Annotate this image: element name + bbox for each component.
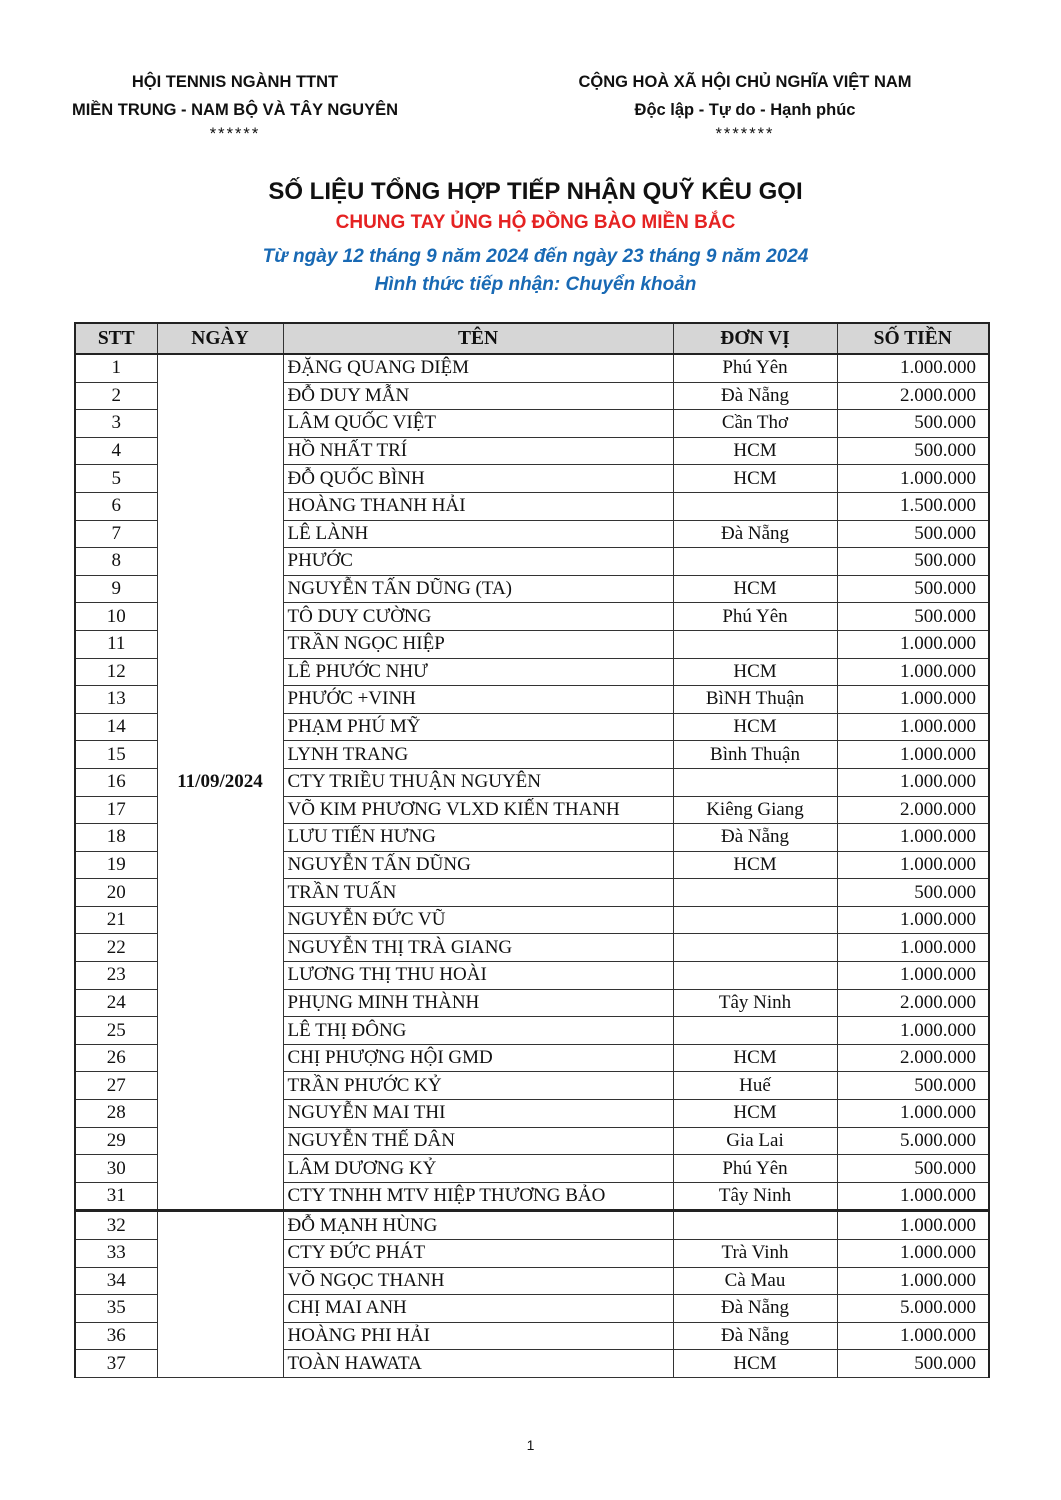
national-motto-header (530, 68, 960, 144)
row-stt: 5 (75, 465, 157, 493)
row-unit: Đà Nẵng (673, 520, 837, 548)
row-amount: 1.000.000 (837, 1267, 989, 1295)
row-name: VÕ KIM PHƯƠNG VLXD KIẾN THANH (283, 796, 673, 824)
row-name: TRẦN NGỌC HIỆP (283, 630, 673, 658)
row-unit: Trà Vinh (673, 1240, 837, 1268)
row-stt: 4 (75, 437, 157, 465)
row-stt: 2 (75, 382, 157, 410)
row-amount: 2.000.000 (837, 796, 989, 824)
row-amount: 5.000.000 (837, 1295, 989, 1323)
row-unit: HCM (673, 1044, 837, 1072)
row-unit: Cà Mau (673, 1267, 837, 1295)
row-amount: 500.000 (837, 437, 989, 465)
row-stt: 11 (75, 630, 157, 658)
header-stt: STT (75, 323, 157, 354)
row-stt: 29 (75, 1127, 157, 1155)
row-stt: 28 (75, 1100, 157, 1128)
row-unit: Phú Yên (673, 354, 837, 382)
row-stt: 15 (75, 741, 157, 769)
row-amount: 2.000.000 (837, 382, 989, 410)
row-stt: 30 (75, 1155, 157, 1183)
row-amount: 500.000 (837, 1350, 989, 1378)
header-name: TÊN (283, 323, 673, 354)
row-name: HOÀNG PHI HẢI (283, 1322, 673, 1350)
row-name: PHƯỚC +VINH (283, 686, 673, 714)
table-header-row (75, 323, 989, 354)
row-amount: 1.000.000 (837, 962, 989, 990)
row-name: PHỤNG MINH THÀNH (283, 989, 673, 1017)
row-stt: 35 (75, 1295, 157, 1323)
row-name: NGUYỄN TẤN DŨNG (283, 851, 673, 879)
row-name: TRẦN TUẤN (283, 879, 673, 907)
row-amount: 1.000.000 (837, 658, 989, 686)
donation-table (74, 322, 990, 1378)
row-amount: 1.000.000 (837, 1017, 989, 1045)
org-name-line1: HỘI TENNIS NGÀNH TTNT (131, 73, 339, 91)
row-name: CTY TNHH MTV HIỆP THƯƠNG BẢO (283, 1182, 673, 1211)
row-stt: 23 (75, 962, 157, 990)
row-amount: 5.000.000 (837, 1127, 989, 1155)
row-name: ĐẶNG QUANG DIỆM (283, 354, 673, 382)
row-name: CHỊ PHƯỢNG HỘI GMD (283, 1044, 673, 1072)
row-amount: 1.000.000 (837, 934, 989, 962)
row-stt: 17 (75, 796, 157, 824)
row-unit (673, 906, 837, 934)
row-unit: Tây Ninh (673, 989, 837, 1017)
republic-name: CỘNG HOÀ XÃ HỘI CHỦ NGHĨA VIỆT NAM (578, 73, 912, 91)
row-unit: HCM (673, 465, 837, 493)
row-stt: 16 (75, 768, 157, 796)
row-name: NGUYỄN MAI THI (283, 1100, 673, 1128)
row-amount: 1.000.000 (837, 741, 989, 769)
table-row (75, 354, 989, 382)
row-amount: 1.000.000 (837, 1182, 989, 1211)
row-stt: 7 (75, 520, 157, 548)
row-unit: Gia Lai (673, 1127, 837, 1155)
row-stt: 9 (75, 575, 157, 603)
row-stt: 6 (75, 492, 157, 520)
row-name: HOÀNG THANH HẢI (283, 492, 673, 520)
row-stt: 3 (75, 410, 157, 438)
row-name: CTY ĐỨC PHÁT (283, 1240, 673, 1268)
row-amount: 1.000.000 (837, 630, 989, 658)
table-row (75, 1211, 989, 1240)
organization-header (40, 68, 430, 144)
header-amount: SỐ TIỀN (837, 323, 989, 354)
org-name-line2: MIỀN TRUNG - NAM BỘ VÀ TÂY NGUYÊN (71, 101, 399, 119)
row-amount: 500.000 (837, 520, 989, 548)
row-name: CHỊ MAI ANH (283, 1295, 673, 1323)
row-amount: 1.000.000 (837, 354, 989, 382)
row-amount: 1.000.000 (837, 824, 989, 852)
row-stt: 26 (75, 1044, 157, 1072)
row-unit (673, 1017, 837, 1045)
row-amount: 1.000.000 (837, 1211, 989, 1240)
row-name: HỒ NHẤT TRÍ (283, 437, 673, 465)
row-name: LÊ THỊ ĐÔNG (283, 1017, 673, 1045)
row-stt: 27 (75, 1072, 157, 1100)
row-stt: 34 (75, 1267, 157, 1295)
row-amount: 500.000 (837, 410, 989, 438)
row-stt: 32 (75, 1211, 157, 1240)
row-stt: 12 (75, 658, 157, 686)
row-unit (673, 879, 837, 907)
row-name: TRẦN PHƯỚC KỶ (283, 1072, 673, 1100)
row-stt: 25 (75, 1017, 157, 1045)
row-stt: 14 (75, 713, 157, 741)
row-name: TOÀN HAWATA (283, 1350, 673, 1378)
row-stt: 33 (75, 1240, 157, 1268)
row-name: NGUYỄN THẾ DÂN (283, 1127, 673, 1155)
receiving-method: Hình thức tiếp nhận: Chuyển khoản (374, 274, 697, 295)
row-name: LÊ LÀNH (283, 520, 673, 548)
row-unit (673, 768, 837, 796)
row-amount: 1.000.000 (837, 906, 989, 934)
row-unit: Tây Ninh (673, 1182, 837, 1211)
page-number: 1 (526, 1437, 535, 1453)
row-stt: 10 (75, 603, 157, 631)
row-name: NGUYỄN TẤN DŨNG (TA) (283, 575, 673, 603)
row-stt: 1 (75, 354, 157, 382)
document-title: SỐ LIỆU TỔNG HỢP TIẾP NHẬN QUỸ KÊU GỌI (268, 178, 803, 205)
row-name: LYNH TRANG (283, 741, 673, 769)
row-name: NGUYỄN ĐỨC VŨ (283, 906, 673, 934)
row-unit: Kiêng Giang (673, 796, 837, 824)
row-name: LÂM QUỐC VIỆT (283, 410, 673, 438)
row-name: ĐỖ QUỐC BÌNH (283, 465, 673, 493)
row-name: VÕ NGỌC THANH (283, 1267, 673, 1295)
row-unit: HCM (673, 575, 837, 603)
row-name: LÊ PHƯỚC NHƯ (283, 658, 673, 686)
group-date: 11/09/2024 (157, 354, 283, 1211)
row-name: LƯƠNG THỊ THU HOÀI (283, 962, 673, 990)
row-amount: 500.000 (837, 1072, 989, 1100)
row-unit: HCM (673, 713, 837, 741)
row-name: PHẠM PHÚ MỸ (283, 713, 673, 741)
row-amount: 500.000 (837, 1155, 989, 1183)
table-body (75, 354, 989, 1377)
row-unit (673, 962, 837, 990)
row-name: ĐỖ MẠNH HÙNG (283, 1211, 673, 1240)
row-stt: 22 (75, 934, 157, 962)
row-unit: HCM (673, 1350, 837, 1378)
row-unit: HCM (673, 658, 837, 686)
row-unit: Cần Thơ (673, 410, 837, 438)
row-name: PHƯỚC (283, 548, 673, 576)
row-unit: HCM (673, 437, 837, 465)
row-unit: HCM (673, 1100, 837, 1128)
row-unit: HCM (673, 851, 837, 879)
row-amount: 500.000 (837, 575, 989, 603)
row-stt: 19 (75, 851, 157, 879)
row-unit: Bình Thuận (673, 741, 837, 769)
row-unit: Đà Nẵng (673, 1322, 837, 1350)
row-unit: BìNH Thuận (673, 686, 837, 714)
row-stt: 13 (75, 686, 157, 714)
row-amount: 1.000.000 (837, 768, 989, 796)
period-block (0, 243, 1061, 299)
row-stt: 20 (75, 879, 157, 907)
row-amount: 1.000.000 (837, 1100, 989, 1128)
org-stars: ****** (209, 125, 261, 143)
row-name: LƯU TIẾN HƯNG (283, 824, 673, 852)
row-stt: 21 (75, 906, 157, 934)
row-unit: Huế (673, 1072, 837, 1100)
row-unit (673, 934, 837, 962)
row-unit (673, 492, 837, 520)
row-stt: 37 (75, 1350, 157, 1378)
row-amount: 2.000.000 (837, 989, 989, 1017)
row-unit (673, 548, 837, 576)
row-name: TÔ DUY CƯỜNG (283, 603, 673, 631)
row-unit: Phú Yên (673, 603, 837, 631)
header-date: NGÀY (157, 323, 283, 354)
row-amount: 1.500.000 (837, 492, 989, 520)
motto: Độc lập - Tự do - Hạnh phúc (634, 101, 856, 119)
row-amount: 500.000 (837, 548, 989, 576)
row-unit: Phú Yên (673, 1155, 837, 1183)
document-subtitle: CHUNG TAY ỦNG HỘ ĐỒNG BÀO MIỀN BẮC (335, 212, 736, 233)
row-name: CTY TRIỀU THUẬN NGUYÊN (283, 768, 673, 796)
date-range: Từ ngày 12 tháng 9 năm 2024 đến ngày 23 tháng 9 năm 2024 (262, 246, 809, 267)
row-name: NGUYỄN THỊ TRÀ GIANG (283, 934, 673, 962)
row-amount: 1.000.000 (837, 1322, 989, 1350)
row-amount: 1.000.000 (837, 1240, 989, 1268)
row-unit: Đà Nẵng (673, 382, 837, 410)
row-amount: 1.000.000 (837, 851, 989, 879)
row-amount: 500.000 (837, 879, 989, 907)
row-name: LÂM DƯƠNG KỶ (283, 1155, 673, 1183)
group-date (157, 1211, 283, 1378)
row-stt: 8 (75, 548, 157, 576)
row-unit: Đà Nẵng (673, 824, 837, 852)
row-amount: 2.000.000 (837, 1044, 989, 1072)
row-stt: 24 (75, 989, 157, 1017)
row-amount: 1.000.000 (837, 713, 989, 741)
row-amount: 500.000 (837, 603, 989, 631)
motto-stars: ******* (715, 125, 775, 143)
row-amount: 1.000.000 (837, 465, 989, 493)
row-stt: 31 (75, 1182, 157, 1211)
row-unit: Đà Nẵng (673, 1295, 837, 1323)
row-unit (673, 630, 837, 658)
header-unit: ĐƠN VỊ (673, 323, 837, 354)
row-name: ĐỖ DUY MẪN (283, 382, 673, 410)
row-stt: 18 (75, 824, 157, 852)
row-unit (673, 1211, 837, 1240)
row-amount: 1.000.000 (837, 686, 989, 714)
row-stt: 36 (75, 1322, 157, 1350)
